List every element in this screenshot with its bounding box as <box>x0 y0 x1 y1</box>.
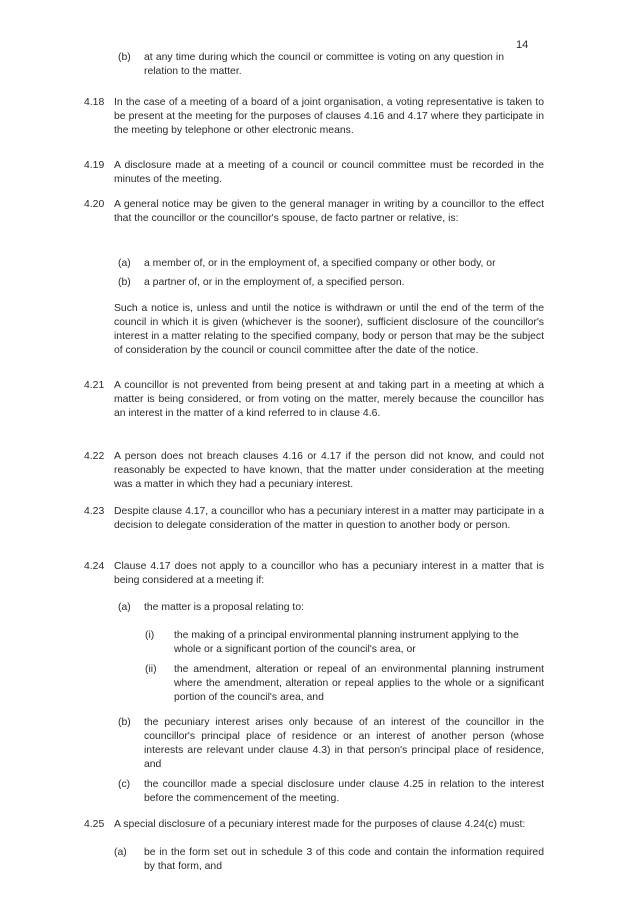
clause-number: 4.21 <box>84 380 105 391</box>
sub-list-text: the making of a principal environmental planning instrument applying to the whole or a significant portion of the council's area, or <box>174 630 519 655</box>
clause-number: 4.24 <box>84 561 105 572</box>
list-label: (b) <box>118 52 131 63</box>
list-text: a partner of, or in the employment of, a specified person. <box>144 277 405 288</box>
list-label: (a) <box>118 258 131 269</box>
clause-number: 4.20 <box>84 199 105 210</box>
list-text: the pecuniary interest arises only because of an interest of the councillor in the councillor's principal place of residence or an interest of another person (whose interests are relevant under clause 4.3) in that person's principal place of residence, and <box>144 717 544 770</box>
clause-text: Clause 4.17 does not apply to a councillor who has a pecuniary interest in a matter that is being considered at a meeting if: <box>114 561 544 586</box>
list-label: (b) <box>118 717 131 728</box>
clause-text: Despite clause 4.17, a councillor who has a pecuniary interest in a matter may participate in a decision to delegate consideration of the matter in question to another body or person. <box>114 506 544 531</box>
clause-number: 4.18 <box>84 97 105 108</box>
list-label: (a) <box>114 847 127 858</box>
list-label: (c) <box>118 779 131 790</box>
clause-text: A special disclosure of a pecuniary interest made for the purposes of clause 4.24(c) must: <box>114 819 526 830</box>
clause-number: 4.25 <box>84 819 105 830</box>
paragraph: Such a notice is, unless and until the notice is withdrawn or until the end of the term of the council in which it is given (whichever is the sooner), sufficient disclosure of the councillor's interest in a matter relating to the specified company, body or person that may be the subject of consideration by the council or council committee after the date of the notice. <box>114 303 544 356</box>
list-label: (b) <box>118 277 131 288</box>
list-text: a member of, or in the employment of, a specified company or other body, or <box>144 258 496 269</box>
clause-number: 4.19 <box>84 160 105 171</box>
list-label: (a) <box>118 602 131 613</box>
list-text: be in the form set out in schedule 3 of this code and contain the information required by that form, and <box>144 847 544 872</box>
list-text: the councillor made a special disclosure under clause 4.25 in relation to the interest before the commencement of the meeting. <box>144 779 544 804</box>
clause-text: A person does not breach clauses 4.16 or 4.17 if the person did not know, and could not reasonably be expected to have known, that the matter under consideration at the meeting was a matter in which they had a pecuniary interest. <box>114 451 544 490</box>
clause-text: A councillor is not prevented from being present at and taking part in a meeting at which a matter is being considered, or from voting on the matter, merely because the councillor has an interest in the matter of a kind referred to in clause 4.6. <box>114 380 544 419</box>
page-number: 14 <box>516 39 529 51</box>
sub-list-text: the amendment, alteration or repeal of an environmental planning instrument where the amendment, alteration or repeal applies to the whole or a significant portion of the council's area, and <box>174 664 544 703</box>
sub-list-label: (ii) <box>145 664 157 675</box>
clause-text: In the case of a meeting of a board of a joint organisation, a voting representative is taken to be present at the meeting for the purposes of clauses 4.16 and 4.17 where they participate in the meeting by telephone or other electronic means. <box>114 97 544 136</box>
sub-list-label: (i) <box>145 630 155 641</box>
clause-text: A general notice may be given to the general manager in writing by a councillor to the effect that the councillor or the councillor's spouse, de facto partner or relative, is: <box>114 199 544 224</box>
clause-number: 4.23 <box>84 506 105 517</box>
clause-number: 4.22 <box>84 451 105 462</box>
list-text: the matter is a proposal relating to: <box>144 602 304 613</box>
clause-text: A disclosure made at a meeting of a council or council committee must be recorded in the minutes of the meeting. <box>114 160 544 185</box>
list-text: at any time during which the council or committee is voting on any question in relation to the matter. <box>144 52 504 77</box>
